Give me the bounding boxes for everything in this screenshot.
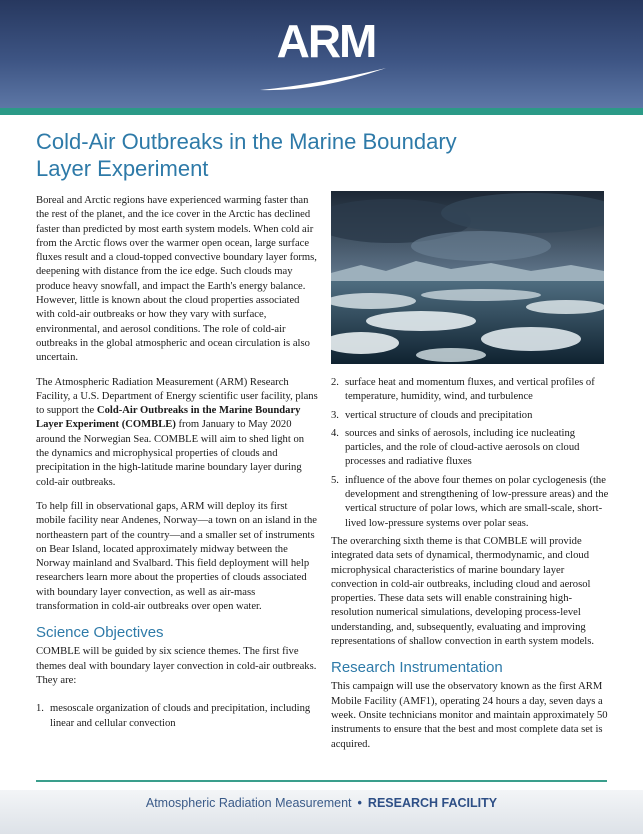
list-item [36, 702, 318, 731]
footer-text [0, 796, 643, 810]
header-accent-band [0, 108, 643, 115]
list-item [331, 427, 610, 470]
intro-p2-text-a: The Atmospheric Radiation Measurement (ARM) Research Facility, a U.S. Department of Energy scientific user facility, plans to support the [36, 376, 318, 417]
intro-paragraph-2 [36, 376, 318, 490]
sixth-theme-paragraph: The overarching sixth theme is that COMBLE will provide integrated data sets of dynamical, thermodynamic, and cloud microphysical characteristics of marine boundary layer convection in cold-air outbreaks, including cloud and aerosol properties. These data sets will enable constraining high-resolution numerical simulations, developing process-level understanding, and, subsequently, evaluating and improving representations of shallow convection in earth system models. [331, 535, 595, 648]
instrumentation-paragraph: This campaign will use the observatory known as the first ARM Mobile Facility (AMF1), operating 24 hours a day, seven days a week. Onsite technicians monitor and maintain approximately 50 instruments to ensure that the best and most complete data set is acquired. [331, 681, 608, 750]
list-item [331, 474, 610, 531]
footer-org-name: Atmospheric Radiation Measurement [145, 796, 352, 810]
footer-separator: • [357, 796, 362, 810]
research-instrumentation-heading: Research Instrumentation [331, 659, 503, 677]
list-item [331, 409, 610, 423]
intro-paragraph-3: To help fill in observational gaps, ARM will deploy its first mobile facility near Andenes, Norway—a town on an island in the northeastern part of the country—and a smaller set of instruments on Bear Island, located approximately midway between the Norway mainland and Svalbard. This field deployment will help researchers learn more about the properties of clouds associated with boundary layer convection, as well as air-mass transformation in cold-air outbreaks over open water. [36, 500, 317, 613]
list-number: 2. [331, 377, 339, 388]
header-banner [0, 0, 643, 108]
objectives-list-part2 [331, 376, 610, 531]
arm-logo [258, 16, 388, 92]
list-number: 4. [331, 427, 339, 439]
footer-divider [36, 780, 607, 782]
photo-illustration [331, 191, 604, 364]
list-number: 1. [36, 703, 44, 715]
left-column [36, 194, 318, 735]
logo-swoosh-icon [258, 64, 388, 94]
footer-facility: RESEARCH FACILITY [367, 796, 498, 810]
right-column [331, 376, 610, 762]
intro-paragraph-1: Boreal and Arctic regions have experienced warming faster than the rest of the planet, and the ice cover in the Arctic has declined faster than predicted by most earth system models. When cold air from the Arctic flows over the warmer open ocean, large surface fluxes result and a cloud-topped convective boundary layer forms, deepening with distance from the ice edge. Such clouds may produce heavy snowfall, and impact the Earth's energy balance. However, little is known about the cloud properties associated with cold-air outbreaks or how they vary with surface, environmental, and aerosol conditions. The role of cold-air outbreaks in the global atmospheric and ocean circulation is also uncertain. [36, 195, 317, 364]
science-objectives-heading: Science Objectives [36, 624, 164, 642]
arctic-sea-ice-photo [331, 191, 604, 364]
intro-p2-text-b: from January to May 2020 around the Norwegian Sea. COMBLE will aim to shed light on the dynamics and microphysical properties of clouds and precipitation in the high-latitude marine boundary layer during cold-air outbreaks. [36, 419, 305, 488]
list-text: sources and sinks of aerosols, including ice nucleating particles, and the role of cloud-active aerosols on cloud processes and radiative fluxes [345, 427, 580, 468]
intro-p2-bold: Cold-Air Outbreaks in the Marine Boundary Layer Experiment (COMBLE) [36, 405, 301, 431]
footer [0, 790, 643, 834]
list-number: 5. [331, 474, 339, 486]
science-intro: COMBLE will be guided by six science themes. The first five themes deal with boundary layer convection in cold-air outbreaks. They are: [36, 646, 317, 686]
list-number: 3. [331, 409, 339, 421]
objectives-list-part1 [36, 702, 318, 731]
logo-text: ARM [276, 15, 376, 67]
list-item [331, 376, 610, 405]
list-text: surface heat and momentum fluxes, and vertical profiles of temperature, humidity, wind, and turbulence [345, 377, 595, 403]
list-text: mesoscale organization of clouds and precipitation, including linear and cellular convection [50, 703, 311, 729]
page-title: Cold-Air Outbreaks in the Marine Boundary Layer Experiment [36, 129, 457, 181]
list-text: influence of the above four themes on polar cyclogenesis (the development and strengthening of low-pressure areas) and the vertical structure of polar lows, which are small-scale, short-lived low-pressure systems over polar seas. [345, 474, 609, 529]
list-text: vertical structure of clouds and precipitation [345, 409, 533, 421]
